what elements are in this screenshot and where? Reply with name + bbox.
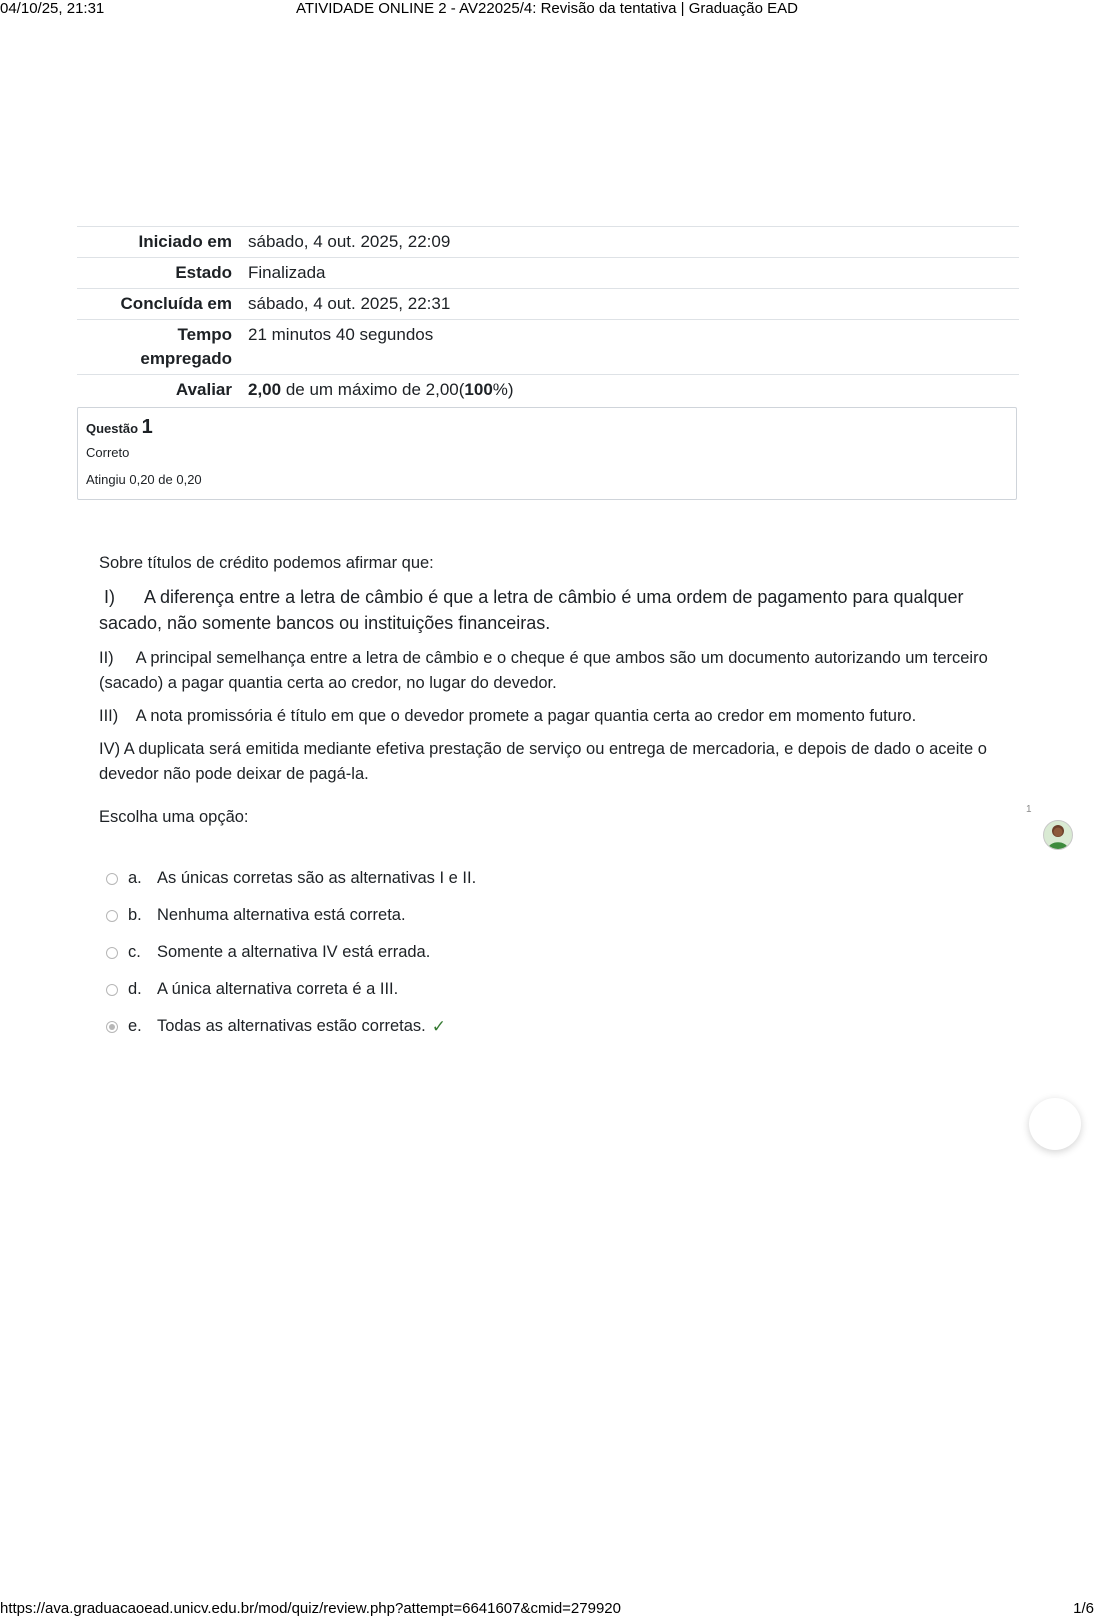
quiz-nav-index: 1	[1026, 804, 1032, 815]
summary-row-state	[77, 258, 1019, 289]
statement-2: II) A principal semelhança entre a letra de câmbio e o cheque é que ambos são um documento autorizando um terceiro (sacado) a pagar quantia certa ao credor, no lugar do devedor.	[99, 649, 993, 692]
user-avatar-icon[interactable]	[1043, 820, 1073, 850]
started-label: Iniciado em	[138, 232, 232, 251]
summary-row-completed	[77, 289, 1019, 320]
statement-4: IV) A duplicata será emitida mediante efetiva prestação de serviço ou entrega de mercadoria, e depois de dado o aceite o devedor não pode deixar de pagá-la.	[99, 740, 987, 783]
option-text: Somente a alternativa IV está errada.	[157, 943, 431, 961]
summary-row-started	[77, 227, 1019, 258]
started-value: sábado, 4 out. 2025, 22:09	[248, 232, 451, 251]
summary-row-time	[77, 320, 1019, 375]
print-page-title: ATIVIDADE ONLINE 2 - AV22025/4: Revisão da tentativa | Graduação EAD	[296, 0, 798, 17]
state-value: Finalizada	[248, 263, 326, 282]
summary-row-grade	[77, 375, 1019, 406]
question-grade: Atingiu 0,20 de 0,20	[86, 472, 202, 487]
option-letter: b.	[128, 906, 142, 924]
option-text: Nenhuma alternativa está correta.	[157, 906, 406, 924]
state-label: Estado	[175, 263, 232, 282]
answer-option-a[interactable]	[106, 860, 476, 897]
completed-label: Concluída em	[120, 294, 232, 313]
time-label	[77, 320, 248, 375]
option-text: As únicas corretas são as alternativas I e II.	[157, 869, 477, 887]
question-info-box	[77, 407, 1017, 500]
question-state: Correto	[86, 445, 130, 460]
floating-action-button[interactable]	[1029, 1098, 1081, 1150]
print-datetime: 04/10/25, 21:31	[0, 0, 105, 17]
question-text	[99, 551, 1004, 838]
answer-option-b[interactable]	[106, 897, 476, 934]
completed-value: sábado, 4 out. 2025, 22:31	[248, 294, 451, 313]
grade-value	[248, 375, 1019, 406]
answer-option-e[interactable]	[106, 1008, 476, 1045]
answer-option-c[interactable]	[106, 934, 476, 971]
option-letter: a.	[128, 869, 142, 887]
option-letter: c.	[128, 943, 141, 961]
time-label-line-2: empregado	[140, 349, 232, 368]
attempt-summary-table	[77, 226, 1019, 405]
statement-3: III) A nota promissória é título em que o devedor promete a pagar quantia certa ao credor em momento futuro.	[99, 707, 917, 725]
grade-score: 2,00	[248, 380, 282, 399]
option-letter: e.	[128, 1017, 142, 1035]
grade-percent: 100	[464, 380, 493, 399]
option-text: A única alternativa correta é a III.	[157, 980, 399, 998]
print-url: https://ava.graduacaoead.unicv.edu.br/mod/quiz/review.php?attempt=6641607&cmid=279920	[0, 1600, 621, 1617]
option-letter: d.	[128, 980, 142, 998]
time-value: 21 minutos 40 segundos	[248, 325, 434, 344]
radio-c[interactable]	[106, 947, 118, 959]
radio-a[interactable]	[106, 873, 118, 885]
question-intro: Sobre títulos de crédito podemos afirmar que:	[99, 554, 434, 572]
print-page-number: 1/6	[1073, 1600, 1094, 1617]
question-label: Questão	[86, 421, 139, 436]
grade-label: Avaliar	[175, 380, 232, 399]
radio-b[interactable]	[106, 910, 118, 922]
question-number-value: 1	[141, 416, 153, 438]
time-label-line-1: Tempo	[177, 325, 232, 344]
statement-1: I) A diferença entre a letra de câmbio é que a letra de câmbio é uma ordem de pagamento para qualquer sacado, não somente bancos ou instituições financeiras.	[99, 587, 969, 633]
grade-mid: de um máximo de 2,00(	[281, 380, 465, 399]
correct-check-icon: ✓	[431, 1016, 446, 1036]
radio-d[interactable]	[106, 984, 118, 996]
answer-option-d[interactable]	[106, 971, 476, 1008]
option-text: Todas as alternativas estão corretas.	[157, 1017, 426, 1035]
question-number	[86, 416, 1008, 439]
choose-prompt: Escolha uma opção:	[99, 808, 249, 826]
grade-end: %)	[492, 380, 514, 399]
answer-options	[106, 860, 476, 1045]
radio-e-selected[interactable]	[106, 1021, 118, 1033]
